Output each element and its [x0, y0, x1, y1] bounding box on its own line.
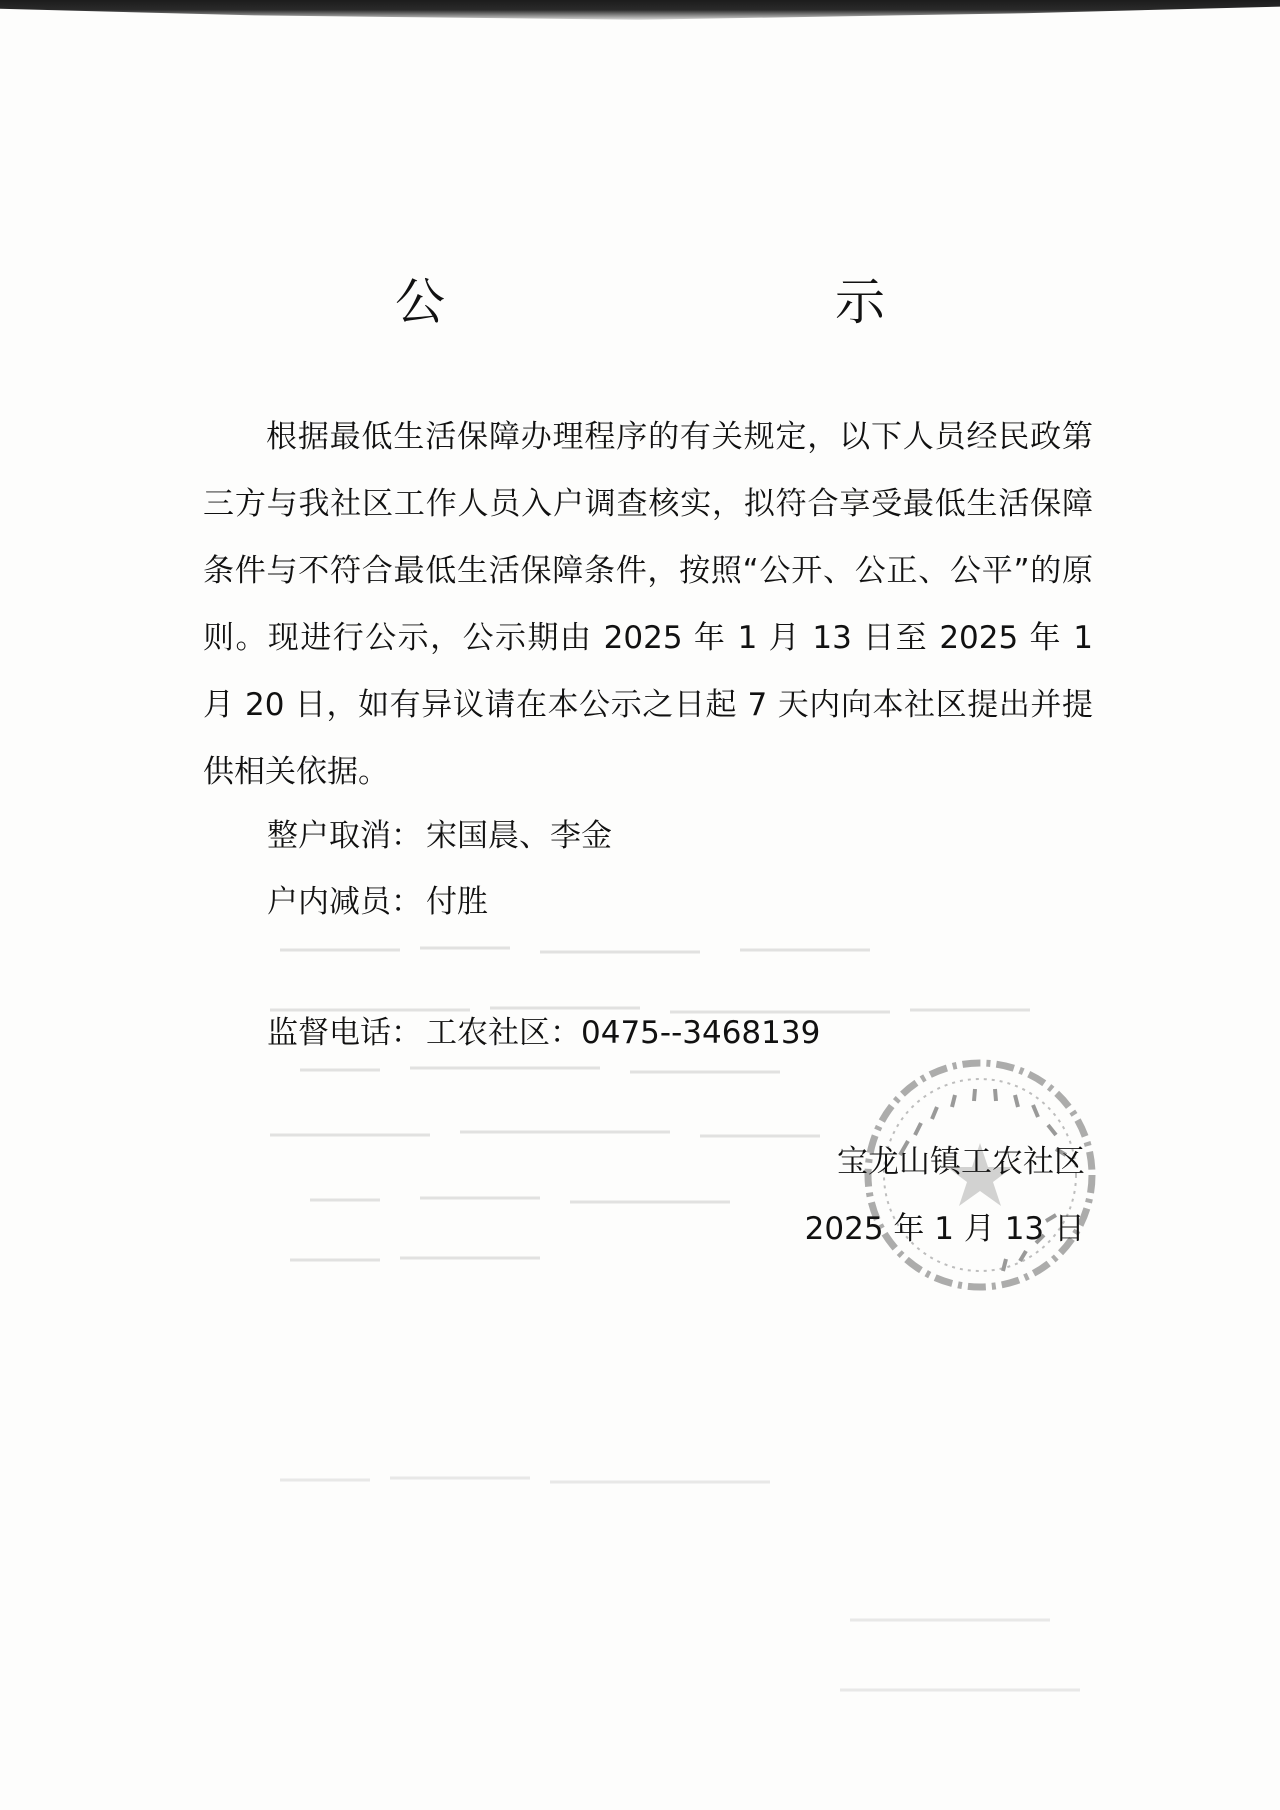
bleed-through-footer: [270, 1460, 1090, 1720]
phone-label: 监督电话：: [267, 1015, 422, 1051]
cancel-line: [267, 810, 612, 855]
notice-paragraph: 根据最低生活保障办理程序的有关规定，以下人员经民政第三方与我社区工作人员入户调查核实，拟符合享受最低生活保障条件与不符合最低生活保障条件，按照“公开、公正、公平”的原则。现进行公示，公示期由 2025 年 1 月 13 日至 2025 年 1 月 20 日，如有异议请在本公示之日起 7 天内向本社区提出并提供相关依据。: [203, 419, 1093, 790]
reduce-line: [267, 876, 488, 921]
cancel-label: 整户取消：: [267, 818, 422, 854]
reduce-names: 付胜: [426, 884, 488, 920]
cancel-names: 宋国晨、李金: [426, 818, 612, 854]
reduce-label: 户内减员：: [267, 884, 422, 920]
notice-title: 公 示: [395, 273, 1055, 331]
issuing-organization: 宝龙山镇工农社区: [837, 1144, 1085, 1180]
phone-value: 工农社区：0475--3468139: [426, 1015, 821, 1051]
issue-date: 2025 年 1 月 13 日: [804, 1211, 1085, 1247]
scan-edge-shadow: [0, 0, 1280, 22]
